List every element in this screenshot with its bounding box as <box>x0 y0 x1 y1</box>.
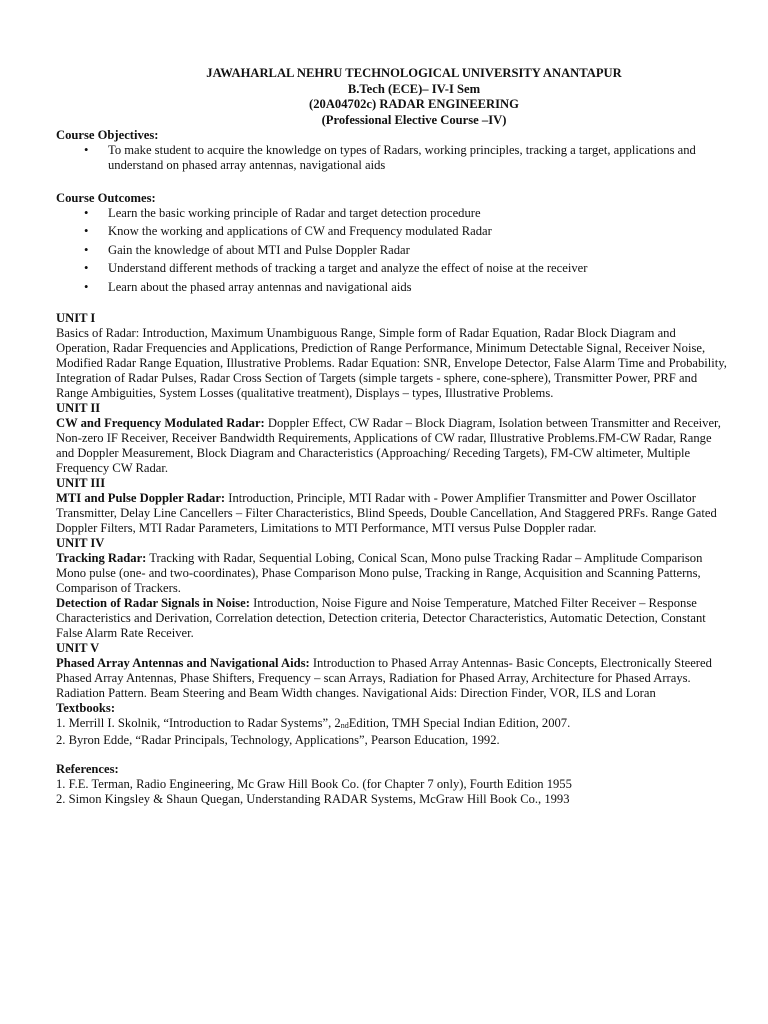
unit-lead: MTI and Pulse Doppler Radar: <box>56 491 226 505</box>
list-item: • To make student to acquire the knowledge on types of Radars, working principles, tracking a target, applications and understand on phased array antennas, navigational aids <box>84 143 732 173</box>
list-item: 1. F.E. Terman, Radio Engineering, Mc Graw Hill Book Co. (for Chapter 7 only), Fourth Edition 1955 <box>56 777 572 791</box>
outcomes-list <box>56 206 732 295</box>
unit-5-content <box>56 656 732 701</box>
unit-text: Basics of Radar: Introduction, Maximum Unambiguous Range, Simple form of Radar Equation, Radar Block Diagram and Operation, Radar Frequencies and Applications, Prediction of Range Performance, Minimum Detectable Signal, Receiver Noise, Modified Radar Range Equation, Illustrative Problems. Radar Equation: SNR, Envelope Detector, False Alarm Time and Probability, Integration of Radar Pulses, Radar Cross Section of Targets (simple targets - sphere, cone-sphere), Transmitter Power, PRF and Range Ambiguities, System Losses (qualitative treatment), Displays – types, Illustrative Problems. <box>56 326 727 400</box>
unit-lead: Tracking Radar: <box>56 551 147 565</box>
course-category: (Professional Elective Course –IV) <box>321 112 507 127</box>
unit-lead: Detection of Radar Signals in Noise: <box>56 596 250 610</box>
list-item <box>56 716 732 733</box>
university-name: JAWAHARLAL NEHRU TECHNOLOGICAL UNIVERSITY ANANTAPUR <box>206 66 622 80</box>
list-item: • Learn about the phased array antennas and navigational aids <box>84 280 732 295</box>
objectives-heading: Course Objectives: <box>56 128 159 142</box>
references-heading: References: <box>56 762 119 776</box>
textbook-edition-suffix: nd <box>340 721 349 730</box>
course-title: (20A04702c) RADAR ENGINEERING <box>309 97 519 111</box>
unit-text: Introduction to Phased Array Antennas- Basic Concepts, Electronically Steered Phased Array Antennas, Phase Shifters, Frequency – scan Arrays, Radiation for Phased Array, Architecture for Phased Arrays. Radiation Pattern. Beam Steering and Beam Width changes. Navigational Aids: Direction Finder, VOR, ILS and Loran <box>56 656 712 700</box>
list-item: • Know the working and applications of CW and Frequency modulated Radar <box>84 224 732 239</box>
textbook-text: 2. Byron Edde, “Radar Principals, Technology, Applications”, Pearson Education, 1992. <box>56 733 500 747</box>
program-line: B.Tech (ECE)– IV-I Sem <box>347 81 481 96</box>
unit-3-title: UNIT III <box>56 476 106 490</box>
unit-4-content-a <box>56 551 732 596</box>
unit-2-content <box>56 416 732 476</box>
list-item: • Gain the knowledge of about MTI and Pulse Doppler Radar <box>84 243 732 258</box>
references-list <box>56 777 732 807</box>
unit-text: Doppler Effect, CW Radar – Block Diagram, Isolation between Transmitter and Receiver, Non-zero IF Receiver, Receiver Bandwidth Requirements, Applications of CW radar, Illustrative Problems.FM-CW Radar, Range and Doppler Measurement, Block Diagram and Characteristics (Approaching/ Receding Targets), FM-CW altimeter, Multiple Frequency CW Radar. <box>56 416 721 475</box>
unit-4-title: UNIT IV <box>56 536 105 550</box>
list-item: • Learn the basic working principle of Radar and target detection procedure <box>84 206 732 221</box>
objectives-list <box>56 143 732 173</box>
unit-3-content <box>56 491 732 536</box>
unit-1-title: UNIT I <box>56 311 96 325</box>
list-item: 2. Simon Kingsley & Shaun Quegan, Understanding RADAR Systems, McGraw Hill Book Co., 1993 <box>56 792 570 806</box>
document-header <box>96 66 732 128</box>
unit-2-title: UNIT II <box>56 401 101 415</box>
outcomes-heading: Course Outcomes: <box>56 190 156 205</box>
unit-lead: CW and Frequency Modulated Radar: <box>56 416 265 430</box>
list-item <box>56 733 732 748</box>
unit-text: Introduction, Principle, MTI Radar with - Power Amplifier Transmitter and Power Oscillator Transmitter, Delay Line Cancellers – Filter Characteristics, Blind Speeds, Double Cancellation, And Staggered PRFs. Range Gated Doppler Filters, MTI Radar Parameters, Limitations to MTI Performance, MTI versus Pulse Doppler radar. <box>56 491 717 535</box>
list-item: • Understand different methods of tracking a target and analyze the effect of noise at the receiver <box>84 261 732 276</box>
unit-5-title: UNIT V <box>56 641 100 655</box>
textbook-text-cont: Edition, TMH Special Indian Edition, 2007. <box>348 716 571 730</box>
unit-text: Introduction, Noise Figure and Noise Temperature, Matched Filter Receiver – Response Characteristics and Derivation, Correlation detection, Detection criteria, Detector Characteristics, Automatic Detection, Constant False Alarm Rate Receiver. <box>56 596 706 640</box>
syllabus-page <box>56 66 732 807</box>
unit-4-content-b <box>56 596 732 641</box>
unit-1-content <box>56 326 732 401</box>
unit-text: Tracking with Radar, Sequential Lobing, Conical Scan, Mono pulse Tracking Radar – Amplitude Comparison Mono pulse (one- and two-coordinates), Phase Comparison Mono pulse, Tracking in Range, Acquisition and Scanning Patterns, Comparison of Trackers. <box>56 551 703 595</box>
textbooks-list <box>56 716 732 748</box>
textbooks-heading: Textbooks: <box>56 701 116 715</box>
textbook-text: 1. Merrill I. Skolnik, “Introduction to Radar Systems”, 2 <box>56 716 341 730</box>
unit-lead: Phased Array Antennas and Navigational Aids: <box>56 656 310 670</box>
